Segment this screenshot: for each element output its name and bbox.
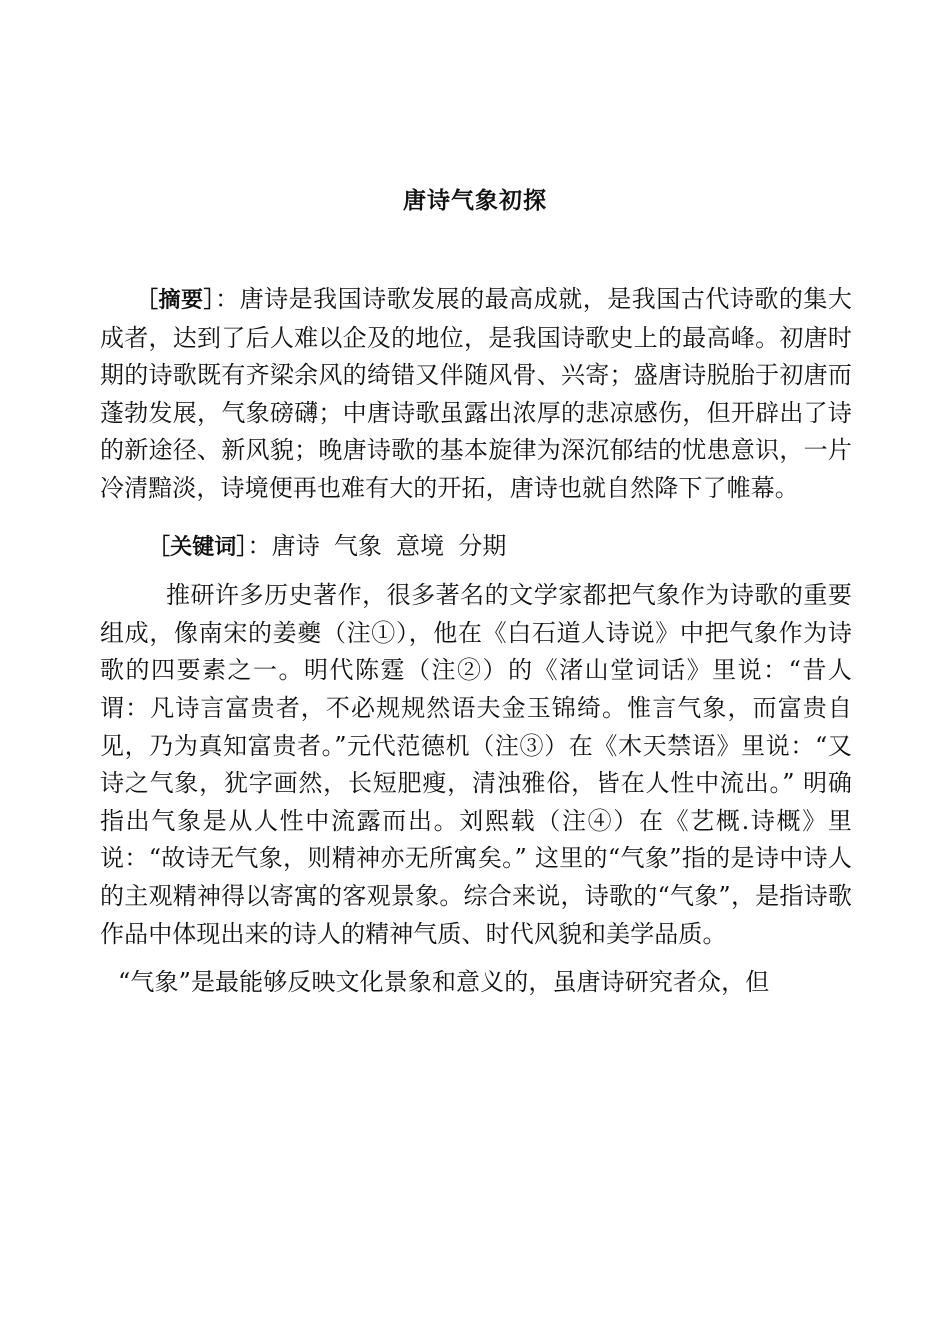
keyword-item: 气象 bbox=[333, 531, 383, 560]
keywords-label: ［关键词］ bbox=[148, 534, 248, 560]
keyword-item: 唐诗 bbox=[271, 531, 320, 560]
document-title: 唐诗气象初探 bbox=[403, 188, 547, 214]
keywords-paragraph bbox=[100, 528, 852, 567]
keywords-separator: ： bbox=[247, 531, 272, 560]
keyword-item: 意境 bbox=[396, 531, 445, 560]
body-paragraph: “气象”是最能够反映文化景象和意义的，虽唐诗研究者众，但 bbox=[118, 968, 770, 997]
abstract-label: ［摘要］ bbox=[136, 288, 216, 313]
document-body bbox=[100, 281, 852, 1002]
abstract-paragraph bbox=[100, 281, 852, 508]
keyword-item: 分期 bbox=[458, 531, 507, 560]
abstract-text: ：唐诗是我国诗歌发展的最高成就，是我国古代诗歌的集大成者，达到了后人难以企及的地位，是我国诗歌史上的最高峰。初唐时期的诗歌既有齐梁余风的绮错又伴随风骨、兴寄；盛唐诗脱胎于初唐而蓬勃发展，气象磅礴；中唐诗歌虽露出浓厚的悲凉感伤，但开辟出了诗的新途径、新风貌；晚唐诗歌的基本旋律为深沉郁结的忧患意识，一片冷清黯淡，诗境便再也难有大的开拓，唐诗也就自然降下了帷幕。 bbox=[100, 285, 852, 502]
body-paragraph: 推研许多历史著作，很多著名的文学家都把气象作为诗歌的重要组成，像南宋的姜夔（注①），他在《白石道人诗说》中把气象作为诗歌的四要素之一。明代陈霆（注②）的《渚山堂词话》里说：“昔人谓：凡诗言富贵者，不必规规然语夫金玉锦绮。惟言气象，而富贵自见，乃为真知富贵者。”元代范德机（注③）在《木天禁语》里说：“又诗之气象，犹字画然，长短肥瘦，清浊雅俗，皆在人性中流出。” 明确指出气象是从人性中流露而出。刘熙载（注④）在《艺概.诗概》里说：“故诗无气象，则精神亦无所寓矣。” 这里的“气象”指的是诗中诗人的主观精神得以寄寓的客观景象。综合来说，诗歌的“气象”，是指诗歌作品中体现出来的诗人的精神气质、时代风貌和美学品质。 bbox=[100, 581, 852, 948]
